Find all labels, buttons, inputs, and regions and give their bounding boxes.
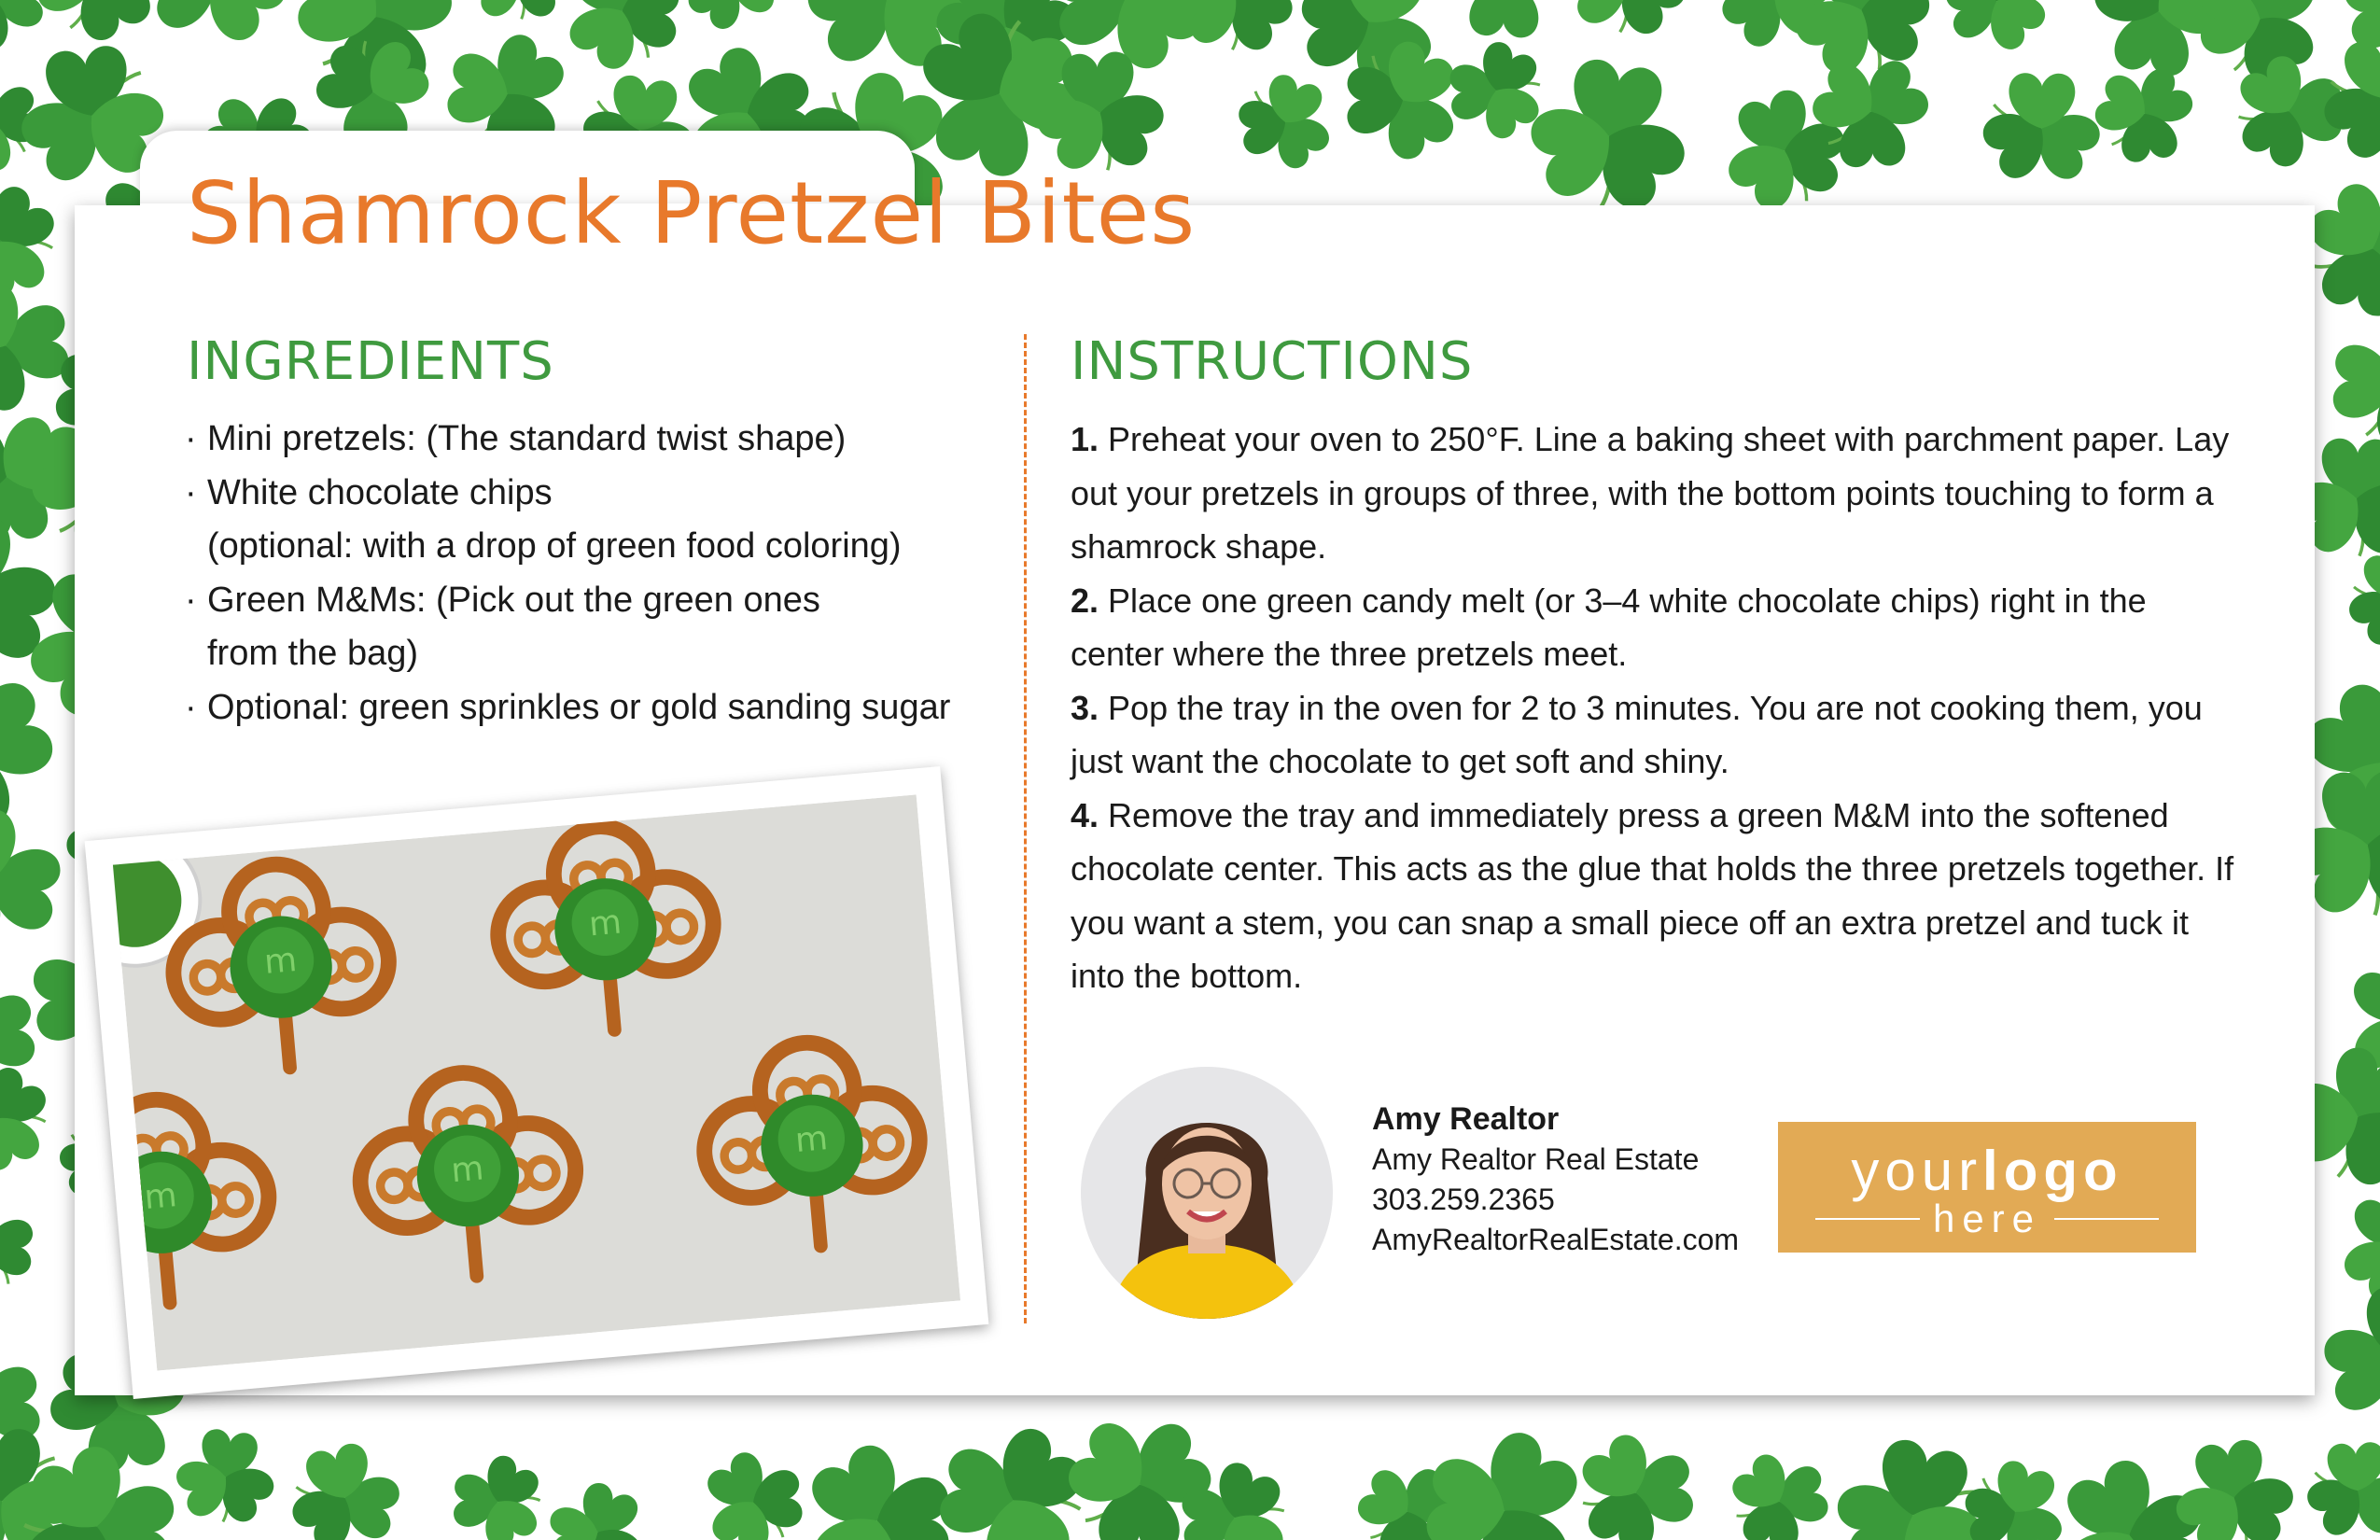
shamrock-icon — [452, 1449, 544, 1540]
instructions-list — [1071, 413, 2247, 1003]
agent-website[interactable]: AmyRealtorRealEstate.com — [1372, 1223, 1740, 1256]
shamrock-icon — [1216, 54, 1354, 190]
shamrock-icon — [2289, 1419, 2380, 1540]
instruction-step: 4. Remove the tray and immediately press a green M&M into the softened chocolate center. This acts as the glue that holds the three pretzels together. If you want a stem, you can snap a small piece off an extra pretzel and tuck it into the bottom. — [1071, 795, 2234, 995]
shamrock-icon — [680, 1431, 827, 1540]
shamrock-icon — [1720, 1437, 1838, 1540]
recipe-photo — [85, 766, 989, 1399]
shamrock-icon — [0, 0, 44, 57]
shamrock-icon — [2310, 1264, 2380, 1451]
shamrock-icon — [1960, 45, 2121, 213]
ingredient-item: · White chocolate chips (optional: with a drop of green food coloring) — [185, 467, 987, 574]
column-divider — [1024, 334, 1027, 1323]
shamrock-icon — [0, 791, 71, 971]
shamrock-icon — [0, 1055, 56, 1182]
ingredients-list — [185, 413, 987, 735]
candy-mark: m — [262, 940, 299, 982]
shamrock-icon — [2334, 532, 2380, 666]
logo-word-your: your — [1851, 1140, 1983, 1202]
ingredients-heading: INGREDIENTS — [187, 331, 554, 392]
shamrock-icon — [460, 0, 576, 22]
shamrock-icon — [529, 1467, 666, 1540]
logo-placeholder — [1778, 1122, 2196, 1253]
shamrock-icon — [166, 1424, 286, 1532]
shamrock-icon — [126, 0, 308, 70]
shamrock-icon — [1936, 0, 2058, 67]
logo-word-here: here — [1932, 1197, 2042, 1240]
instruction-step: 1. Preheat your oven to 250°F. Line a baking sheet with parchment paper. Lay out your pretzels in groups of three, with the bottom points touching to form a shamrock shape. — [1071, 420, 2230, 566]
ingredient-item: · Optional: green sprinkles or gold sanding sugar — [185, 681, 987, 735]
shamrock-icon — [277, 1425, 412, 1540]
ingredient-item: · Green M&Ms: (Pick out the green ones from the bag) — [185, 574, 987, 681]
shamrock-icon — [1572, 1422, 1698, 1540]
agent-name: Amy Realtor — [1372, 1101, 1560, 1137]
candy-mark: m — [143, 1176, 179, 1218]
shamrock-icon — [1550, 0, 1704, 48]
instruction-step: 3. Pop the tray in the oven for 2 to 3 minutes. You are not cooking them, you just want the chocolate to get soft and shiny. — [1071, 688, 2203, 780]
logo-word-logo: logo — [1982, 1140, 2123, 1202]
shamrock-icon — [663, 0, 800, 49]
candy-mark: m — [449, 1149, 485, 1191]
agent-company: Amy Realtor Real Estate — [1372, 1142, 1700, 1176]
candy-mark: m — [587, 903, 623, 945]
instructions-heading: INSTRUCTIONS — [1071, 331, 1474, 392]
shamrock-icon — [0, 1180, 55, 1311]
shamrock-icon — [1511, 49, 1706, 226]
agent-info — [1372, 1099, 1739, 1260]
shamrock-icon — [1435, 0, 1577, 41]
recipe-title: Shamrock Pretzel Bites — [187, 163, 1197, 263]
agent-phone[interactable]: 303.259.2365 — [1372, 1183, 1555, 1216]
agent-avatar — [1081, 1067, 1333, 1319]
ingredient-item: · Mini pretzels: (The standard twist shape) — [185, 413, 987, 467]
pretzel-photo — [113, 794, 960, 1370]
shamrock-icon — [540, 0, 705, 90]
candy-mark: m — [793, 1119, 830, 1161]
shamrock-icon — [1448, 35, 1546, 146]
instruction-step: 2. Place one green candy melt (or 3–4 white chocolate chips) right in the center where the three pretzels meet. — [1071, 581, 2147, 673]
